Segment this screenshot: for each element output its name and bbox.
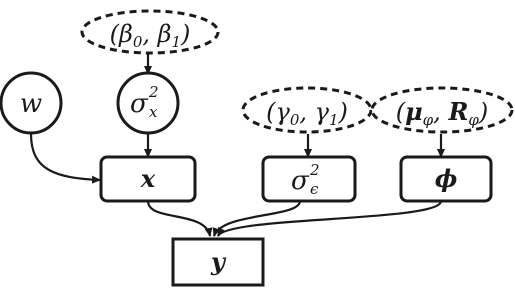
node-sigma-eps	[263, 157, 355, 201]
node-hyper-phi	[372, 88, 512, 132]
svg-text:x: x	[149, 103, 158, 121]
svg-text:y: y	[211, 247, 225, 276]
node-phi	[401, 157, 491, 201]
node-y	[173, 239, 263, 285]
svg-text:w: w	[19, 89, 43, 119]
node-hyper-gamma	[243, 88, 371, 132]
svg-text:(γ0, γ1): ($\gamma_0$, $\gamma_1$)	[266, 98, 348, 129]
svg-text:2: 2	[310, 161, 320, 179]
node-x	[101, 157, 195, 201]
svg-text:(β0, β1): ($\beta_0$, $\beta_1$)	[109, 20, 191, 51]
svg-text:(μφ, Rφ): ($\mu_\varphi$, $R_\varphi$)	[395, 97, 489, 129]
edge-w-to-x	[31, 134, 100, 180]
node-w	[1, 73, 61, 133]
svg-text:ϵ: ϵ	[310, 180, 319, 198]
svg-text:σ: σ	[130, 89, 148, 119]
node-hyper-beta	[82, 11, 218, 53]
svg-text:x: x	[140, 164, 156, 193]
svg-text:2: 2	[149, 83, 159, 101]
node-sigma-x	[118, 73, 178, 133]
svg-text:ϕ: ϕ	[434, 164, 458, 193]
svg-text:σ: σ	[291, 166, 309, 196]
edge-x-to-y	[148, 201, 210, 236]
